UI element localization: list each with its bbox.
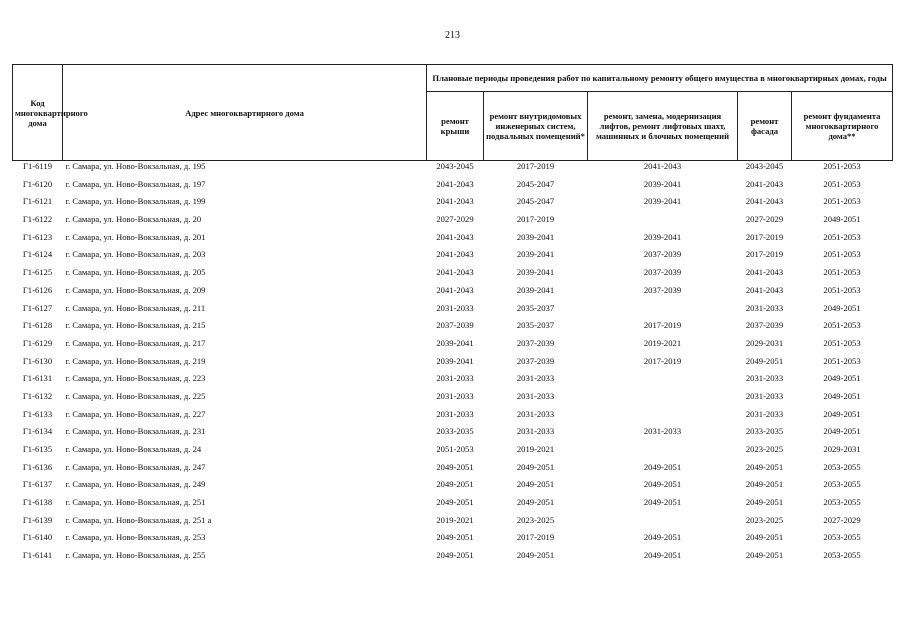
cell-systems: 2031-2033	[516, 426, 555, 437]
cell-facade: 2041-2043	[745, 178, 784, 189]
cell-facade: 2049-2051	[745, 461, 784, 472]
cell-systems: 2039-2041	[516, 267, 555, 278]
cell-lifts: 2037-2039	[643, 249, 682, 260]
cell-systems: 2035-2037	[516, 320, 555, 331]
cell-code: Г1-6136	[22, 461, 53, 472]
cell-address: г. Самара, ул. Ново-Вокзальная, д. 197	[65, 178, 206, 189]
cell-foundation: 2053-2055	[823, 532, 861, 543]
cell-lifts: 2031-2033	[643, 426, 682, 437]
cell-code: Г1-6131	[22, 373, 53, 384]
cell-roof: 2041-2043	[436, 231, 474, 242]
cell-lifts: 2037-2039	[643, 267, 682, 278]
cell-foundation: 2053-2055	[823, 550, 861, 561]
cell-address: г. Самара, ул. Ново-Вокзальная, д. 253	[65, 532, 206, 543]
cell-lifts: 2037-2039	[643, 284, 682, 295]
table-row	[13, 303, 893, 321]
cell-systems: 2031-2033	[516, 373, 555, 384]
cell-facade: 2049-2051	[745, 497, 784, 508]
cell-facade: 2049-2051	[745, 532, 784, 543]
cell-systems: 2017-2019	[516, 532, 555, 543]
cell-address: г. Самара, ул. Ново-Вокзальная, д. 231	[65, 426, 206, 437]
cell-address: г. Самара, ул. Ново-Вокзальная, д. 195	[63, 161, 427, 179]
cell-address: г. Самара, ул. Ново-Вокзальная, д. 20	[65, 214, 202, 225]
cell-lifts: 2019-2021	[643, 337, 682, 348]
cell-address: г. Самара, ул. Ново-Вокзальная, д. 227	[65, 408, 206, 419]
table-row	[13, 338, 893, 356]
cell-code: Г1-6124	[22, 249, 53, 260]
table-row	[13, 462, 893, 480]
cell-facade: 2031-2033	[745, 408, 784, 419]
cell-facade: 2049-2051	[745, 355, 784, 366]
header-facade: ремонт фасада	[738, 92, 792, 161]
table-row	[13, 196, 893, 214]
cell-foundation: 2051-2053	[823, 337, 861, 348]
cell-code: Г1-6129	[22, 337, 53, 348]
cell-address: г. Самара, ул. Ново-Вокзальная, д. 225	[65, 390, 206, 401]
cell-roof: 2041-2043	[436, 267, 474, 278]
cell-lifts: 2017-2019	[643, 355, 682, 366]
cell-roof: 2049-2051	[436, 532, 474, 543]
cell-foundation: 2051-2053	[823, 284, 861, 295]
page-number: 213	[445, 30, 460, 41]
header-periods-title: Плановые периоды проведения работ по капитальному ремонту общего имущества в многоквартирных домах, годы	[427, 65, 893, 92]
cell-systems: 2037-2039	[516, 337, 555, 348]
table-body	[13, 161, 893, 568]
table-row	[13, 444, 893, 462]
cell-code: Г1-6120	[22, 178, 53, 189]
cell-foundation: 2051-2053	[823, 178, 861, 189]
cell-address: г. Самара, ул. Ново-Вокзальная, д. 219	[65, 355, 206, 366]
cell-lifts	[588, 303, 738, 321]
cell-address: г. Самара, ул. Ново-Вокзальная, д. 211	[65, 302, 206, 313]
table-row	[13, 426, 893, 444]
cell-foundation: 2051-2053	[823, 249, 861, 260]
cell-code: Г1-6141	[22, 550, 53, 561]
cell-facade: 2023-2025	[745, 514, 784, 525]
table-row	[13, 214, 893, 232]
cell-foundation: 2049-2051	[823, 408, 861, 419]
cell-code: Г1-6134	[22, 426, 53, 437]
table-row	[13, 320, 893, 338]
cell-facade: 2041-2043	[745, 284, 784, 295]
cell-code: Г1-6140	[22, 532, 53, 543]
cell-lifts: 2049-2051	[643, 532, 682, 543]
cell-foundation: 2029-2031	[823, 444, 861, 454]
table-row	[13, 232, 893, 250]
cell-foundation: 2053-2055	[823, 461, 861, 472]
cell-lifts	[588, 373, 738, 391]
table-row	[13, 249, 893, 267]
cell-lifts	[588, 515, 738, 533]
cell-facade: 2041-2043	[745, 267, 784, 278]
table-row	[13, 515, 893, 533]
cell-facade: 2049-2051	[745, 550, 784, 561]
cell-foundation: 2051-2053	[823, 231, 861, 242]
header-foundation: ремонт фундамента многоквартирного дома**	[792, 92, 893, 161]
cell-systems: 2049-2051	[516, 550, 555, 561]
cell-roof: 2049-2051	[436, 461, 474, 472]
cell-roof: 2019-2021	[436, 514, 474, 525]
cell-systems: 2049-2051	[516, 479, 555, 490]
cell-lifts: 2039-2041	[643, 231, 682, 242]
cell-facade: 2041-2043	[745, 196, 784, 207]
table-row	[13, 285, 893, 303]
cell-foundation: 2053-2055	[823, 497, 861, 508]
cell-code: Г1-6126	[22, 284, 53, 295]
cell-address: г. Самара, ул. Ново-Вокзальная, д. 201	[65, 231, 206, 242]
cell-lifts: 2049-2051	[643, 479, 682, 490]
cell-code: Г1-6127	[22, 302, 53, 313]
cell-roof: 2051-2053	[436, 444, 474, 454]
cell-address: г. Самара, ул. Ново-Вокзальная, д. 199	[65, 196, 206, 207]
cell-systems: 2045-2047	[516, 196, 555, 207]
cell-code: Г1-6121	[22, 196, 53, 207]
cell-foundation: 2051-2053	[823, 355, 861, 366]
cell-roof: 2031-2033	[436, 302, 474, 313]
cell-code: Г1-6139	[22, 514, 53, 525]
cell-address: г. Самара, ул. Ново-Вокзальная, д. 209	[65, 284, 206, 295]
cell-address: г. Самара, ул. Ново-Вокзальная, д. 223	[65, 373, 206, 384]
table-row	[13, 497, 893, 515]
cell-lifts: 2049-2051	[643, 497, 682, 508]
cell-facade: 2023-2025	[745, 444, 784, 454]
cell-facade: 2031-2033	[745, 390, 784, 401]
cell-systems: 2039-2041	[516, 249, 555, 260]
table-row	[13, 161, 893, 179]
table-row	[13, 409, 893, 427]
cell-roof: 2049-2051	[436, 550, 474, 561]
cell-address: г. Самара, ул. Ново-Вокзальная, д. 249	[65, 479, 206, 490]
cell-roof: 2031-2033	[436, 408, 474, 419]
cell-code: Г1-6132	[22, 390, 53, 401]
cell-lifts	[588, 391, 738, 409]
cell-lifts	[588, 214, 738, 232]
cell-roof: 2043-2045	[427, 161, 484, 179]
header-lifts: ремонт, замена, модернизация лифтов, ремонт лифтовых шахт, машинных и блочных помещений	[588, 92, 738, 161]
cell-foundation: 2053-2055	[823, 479, 861, 490]
cell-foundation: 2051-2053	[823, 196, 861, 207]
cell-roof: 2049-2051	[436, 479, 474, 490]
cell-facade: 2017-2019	[745, 249, 784, 260]
cell-roof: 2033-2035	[436, 426, 474, 437]
cell-systems: 2017-2019	[484, 161, 588, 179]
cell-code: Г1-6119	[13, 161, 63, 179]
cell-lifts: 2041-2043	[588, 161, 738, 179]
cell-foundation: 2049-2051	[823, 302, 861, 313]
cell-address: г. Самара, ул. Ново-Вокзальная, д. 247	[65, 461, 206, 472]
cell-systems: 2023-2025	[516, 514, 555, 525]
cell-foundation: 2049-2051	[823, 214, 861, 225]
cell-code: Г1-6135	[22, 444, 53, 454]
cell-systems: 2045-2047	[516, 178, 555, 189]
table-row	[13, 479, 893, 497]
cell-roof: 2041-2043	[436, 249, 474, 260]
table-row	[13, 550, 893, 568]
cell-systems: 2031-2033	[516, 408, 555, 419]
table-row	[13, 532, 893, 550]
cell-address: г. Самара, ул. Ново-Вокзальная, д. 251	[65, 497, 206, 508]
cell-facade: 2033-2035	[745, 426, 784, 437]
cell-systems: 2039-2041	[516, 284, 555, 295]
cell-foundation: 2027-2029	[823, 514, 861, 525]
header-code: Код многоквартирного дома	[13, 65, 63, 161]
cell-lifts: 2039-2041	[643, 196, 682, 207]
cell-code: Г1-6138	[22, 497, 53, 508]
cell-roof: 2027-2029	[436, 214, 474, 225]
cell-code: Г1-6137	[22, 479, 53, 490]
cell-lifts: 2049-2051	[643, 461, 682, 472]
cell-address: г. Самара, ул. Ново-Вокзальная, д. 215	[65, 320, 206, 331]
cell-roof: 2041-2043	[436, 196, 474, 207]
cell-lifts	[588, 444, 738, 462]
table-row	[13, 267, 893, 285]
cell-code: Г1-6128	[22, 320, 53, 331]
cell-code: Г1-6133	[22, 408, 53, 419]
cell-lifts	[588, 409, 738, 427]
table-row	[13, 356, 893, 374]
cell-systems: 2031-2033	[516, 390, 555, 401]
cell-systems: 2037-2039	[516, 355, 555, 366]
cell-foundation: 2049-2051	[823, 426, 861, 437]
repair-schedule-table	[12, 64, 893, 568]
cell-address: г. Самара, ул. Ново-Вокзальная, д. 203	[65, 249, 206, 260]
header-roof: ремонт крыши	[427, 92, 484, 161]
cell-systems: 2019-2021	[516, 444, 555, 454]
cell-roof: 2039-2041	[436, 337, 474, 348]
cell-facade: 2031-2033	[745, 302, 784, 313]
cell-systems: 2049-2051	[516, 497, 555, 508]
cell-code: Г1-6122	[22, 214, 53, 225]
cell-code: Г1-6130	[22, 355, 53, 366]
cell-foundation: 2051-2053	[823, 320, 861, 331]
cell-systems: 2049-2051	[516, 461, 555, 472]
cell-foundation: 2049-2051	[823, 373, 861, 384]
cell-address: г. Самара, ул. Ново-Вокзальная, д. 251 а	[65, 514, 212, 525]
cell-facade: 2029-2031	[745, 337, 784, 348]
table-row	[13, 179, 893, 197]
cell-address: г. Самара, ул. Ново-Вокзальная, д. 217	[65, 337, 206, 348]
table-row	[13, 373, 893, 391]
cell-systems: 2017-2019	[516, 214, 555, 225]
cell-facade: 2027-2029	[745, 214, 784, 225]
cell-roof: 2041-2043	[436, 178, 474, 189]
header-systems: ремонт внутридомовых инженерных систем, подвальных помещений*	[484, 92, 588, 161]
cell-systems: 2039-2041	[516, 231, 555, 242]
cell-foundation: 2049-2051	[823, 390, 861, 401]
cell-address: г. Самара, ул. Ново-Вокзальная, д. 24	[65, 444, 202, 454]
cell-facade: 2017-2019	[745, 231, 784, 242]
cell-facade: 2031-2033	[745, 373, 784, 384]
cell-facade: 2043-2045	[738, 161, 792, 179]
cell-facade: 2049-2051	[745, 479, 784, 490]
cell-roof: 2037-2039	[436, 320, 474, 331]
header-address: Адрес многоквартирного дома	[63, 65, 427, 161]
cell-lifts: 2039-2041	[643, 178, 682, 189]
cell-code: Г1-6125	[22, 267, 53, 278]
cell-address: г. Самара, ул. Ново-Вокзальная, д. 205	[65, 267, 206, 278]
cell-address: г. Самара, ул. Ново-Вокзальная, д. 255	[65, 550, 206, 561]
cell-roof: 2039-2041	[436, 355, 474, 366]
cell-foundation: 2051-2053	[823, 267, 861, 278]
cell-foundation: 2051-2053	[792, 161, 893, 179]
cell-lifts: 2017-2019	[643, 320, 682, 331]
cell-systems: 2035-2037	[516, 302, 555, 313]
cell-roof: 2049-2051	[436, 497, 474, 508]
cell-lifts: 2049-2051	[643, 550, 682, 561]
cell-roof: 2031-2033	[436, 390, 474, 401]
cell-code: Г1-6123	[22, 231, 53, 242]
cell-facade: 2037-2039	[745, 320, 784, 331]
cell-roof: 2041-2043	[436, 284, 474, 295]
table-row	[13, 391, 893, 409]
cell-roof: 2031-2033	[436, 373, 474, 384]
